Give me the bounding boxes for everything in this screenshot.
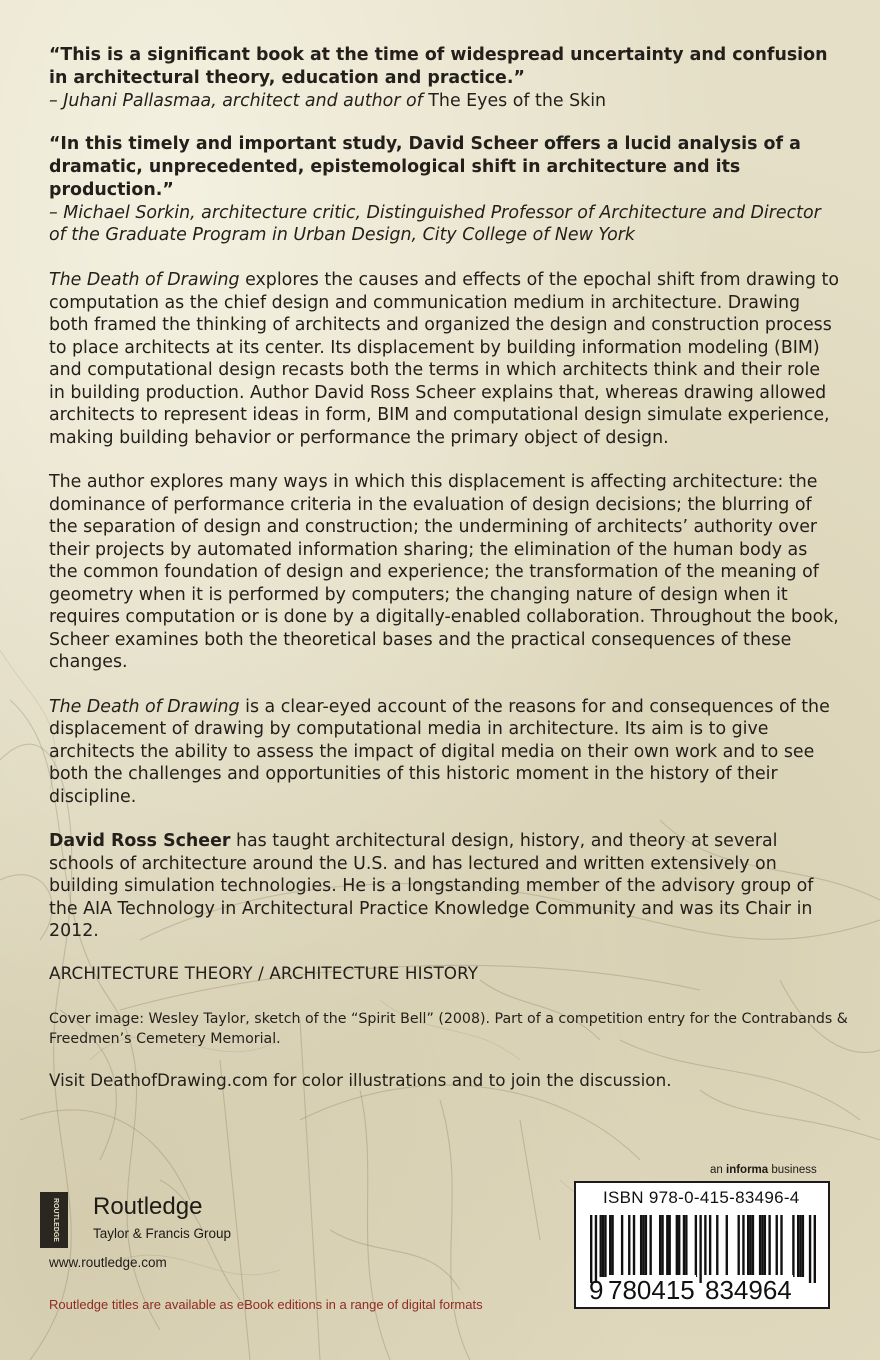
- publisher-website: www.routledge.com: [49, 1255, 167, 1270]
- barcode-digit-first: 9: [589, 1275, 604, 1305]
- barcode-bar: [768, 1215, 770, 1277]
- barcode-digits-right: 834964: [705, 1275, 792, 1305]
- attribution-book-title: The Eyes of the Skin: [428, 91, 607, 111]
- barcode-bar: [683, 1215, 685, 1277]
- barcode-bar: [628, 1215, 630, 1277]
- description-paragraph-3: [49, 696, 839, 809]
- informa-business-label: [710, 1164, 817, 1176]
- barcode-bar: [776, 1215, 778, 1277]
- endorsement-attribution-1: [49, 90, 839, 112]
- book-title: The Death of Drawing: [49, 696, 240, 717]
- back-cover-text: [49, 44, 839, 943]
- barcode-bar: [661, 1215, 663, 1277]
- attribution-text: – Juhani Pallasmaa, architect and author of: [49, 91, 429, 111]
- barcode-bar: [695, 1215, 697, 1277]
- barcode-bar: [799, 1215, 801, 1277]
- barcode-digits: [576, 1275, 828, 1303]
- barcode-bar: [747, 1215, 749, 1277]
- barcode-digits-left: 780415: [608, 1275, 695, 1305]
- barcode-bar: [716, 1215, 718, 1277]
- author-bio-text: has taught architectural design, history, and theory at several schools of architecture around the U.S. and has lectured and written extensively on building simulation technologies. He is a longstanding member of the advisory group of the AIA Technology in Architectural Practice Knowledge Community and was its Chair in 2012.: [49, 831, 814, 941]
- isbn-label: ISBN 978-0-415-83496-4: [603, 1188, 800, 1207]
- barcode-bar: [802, 1215, 804, 1277]
- publisher-logo: [40, 1192, 300, 1252]
- barcode-bar: [699, 1215, 701, 1283]
- barcode-bar: [764, 1215, 766, 1277]
- barcode-bar: [678, 1215, 680, 1277]
- barcode-bar: [645, 1215, 647, 1277]
- barcode-bar: [595, 1215, 597, 1283]
- barcode-bar: [797, 1215, 799, 1277]
- barcode-bar: [759, 1215, 761, 1277]
- barcode-bar: [633, 1215, 635, 1277]
- description-paragraph-2: The author explores many ways in which this displacement is affecting architecture: the dominance of performance criteria in the evaluation of design decisions; the blurring of the separation of design and construction; the undermining of architects’ authority over their projects by automated information sharing; the elimination of the human body as the common foundation of design and experience; the transformation of the meaning of geometry when it is performed by computers; the changing nature of design when it requires computation or is done by a digitally-enabled collaboration. Throughout the book, Scheer examines both the theoretical bases and the practical consequences of these changes.: [49, 472, 839, 672]
- barcode-bar: [666, 1215, 668, 1277]
- barcode-bar: [742, 1215, 744, 1277]
- isbn-barcode: [574, 1181, 830, 1309]
- barcode-bar: [604, 1215, 606, 1277]
- barcode-bar: [602, 1215, 604, 1277]
- logo-text: ROUTLEDGE: [52, 1198, 59, 1242]
- barcode-bar: [642, 1215, 644, 1277]
- barcode-bar: [704, 1215, 706, 1283]
- paragraph-text: explores the causes and effects of the epochal shift from drawing to computation as the chief design and communication medium in architecture. Drawing both framed the thinking of architects and organized the design and construction process to place architects at its center. Its displacement by building information modeling (BIM) and computational design recasts both the terms in which architects think and their role in building production. Author David Ross Scheer explains that, whereas drawing allowed architects to represent ideas in form, BIM and computational design simulate experience, making building behavior or performance the primary object of design.: [49, 270, 839, 448]
- barcode-bar: [685, 1215, 687, 1277]
- barcode-bar: [609, 1215, 611, 1277]
- cover-image-credit: Cover image: Wesley Taylor, sketch of the “Spirit Bell” (2008). Part of a competition entry for the Contrabands & Freedmen’s Cemetery Memorial.: [49, 1011, 848, 1047]
- book-title: The Death of Drawing: [49, 270, 240, 290]
- barcode-bar: [814, 1215, 816, 1283]
- barcode-bar: [621, 1215, 623, 1277]
- author-bio: [49, 830, 839, 943]
- barcode-bar: [752, 1215, 754, 1277]
- endorsement-attribution-2: – Michael Sorkin, architecture critic, Distinguished Professor of Architecture and Director of the Graduate Program in Urban Design, City College of New York: [49, 203, 821, 245]
- barcode-bar: [649, 1215, 651, 1277]
- barcode-bar: [809, 1215, 811, 1283]
- barcode-bar: [761, 1215, 763, 1277]
- endorsement-quote-2: “In this timely and important study, David Scheer offers a lucid analysis of a dramatic, unprecedented, epistemological shift in architecture and its production.”: [49, 134, 801, 200]
- barcode-bar: [669, 1215, 671, 1277]
- informa-suffix: business: [768, 1164, 817, 1176]
- barcode-bars: [590, 1215, 816, 1283]
- barcode-bar: [659, 1215, 661, 1277]
- barcode-bar: [600, 1215, 602, 1277]
- barcode-bar: [749, 1215, 751, 1277]
- barcode-bar: [792, 1215, 794, 1277]
- barcode-bar: [780, 1215, 782, 1277]
- endorsement-quote-1: “This is a significant book at the time of widespread uncertainty and confusion in architectural theory, education and practice.”: [49, 45, 828, 88]
- barcode-bar: [726, 1215, 728, 1277]
- author-name: David Ross Scheer: [49, 831, 231, 851]
- informa-prefix: an: [710, 1164, 726, 1176]
- description-paragraph-1: [49, 269, 839, 449]
- informa-brand: informa: [726, 1164, 769, 1176]
- barcode-bar: [611, 1215, 613, 1277]
- barcode-bar: [640, 1215, 642, 1277]
- website-note: Visit DeathofDrawing.com for color illustrations and to join the discussion.: [49, 1070, 672, 1090]
- ebook-note: Routledge titles are available as eBook editions in a range of digital formats: [49, 1297, 483, 1312]
- barcode-bar: [590, 1215, 592, 1283]
- publisher-name: Routledge: [93, 1193, 203, 1220]
- publisher-group: Taylor & Francis Group: [93, 1226, 232, 1241]
- paragraph-text: is a clear-eyed account of the reasons for and consequences of the displacement of drawing by computational media in architecture. Its aim is to give architects the ability to assess the impact of digital media on their own work and to see both the challenges and opportunities of this historic moment in the history of their discipline.: [49, 696, 830, 807]
- barcode-bar: [676, 1215, 678, 1277]
- barcode-bar: [737, 1215, 739, 1277]
- subject-category: ARCHITECTURE THEORY / ARCHITECTURE HISTORY: [49, 963, 479, 983]
- barcode-bar: [709, 1215, 711, 1277]
- routledge-mark-icon: [40, 1192, 68, 1248]
